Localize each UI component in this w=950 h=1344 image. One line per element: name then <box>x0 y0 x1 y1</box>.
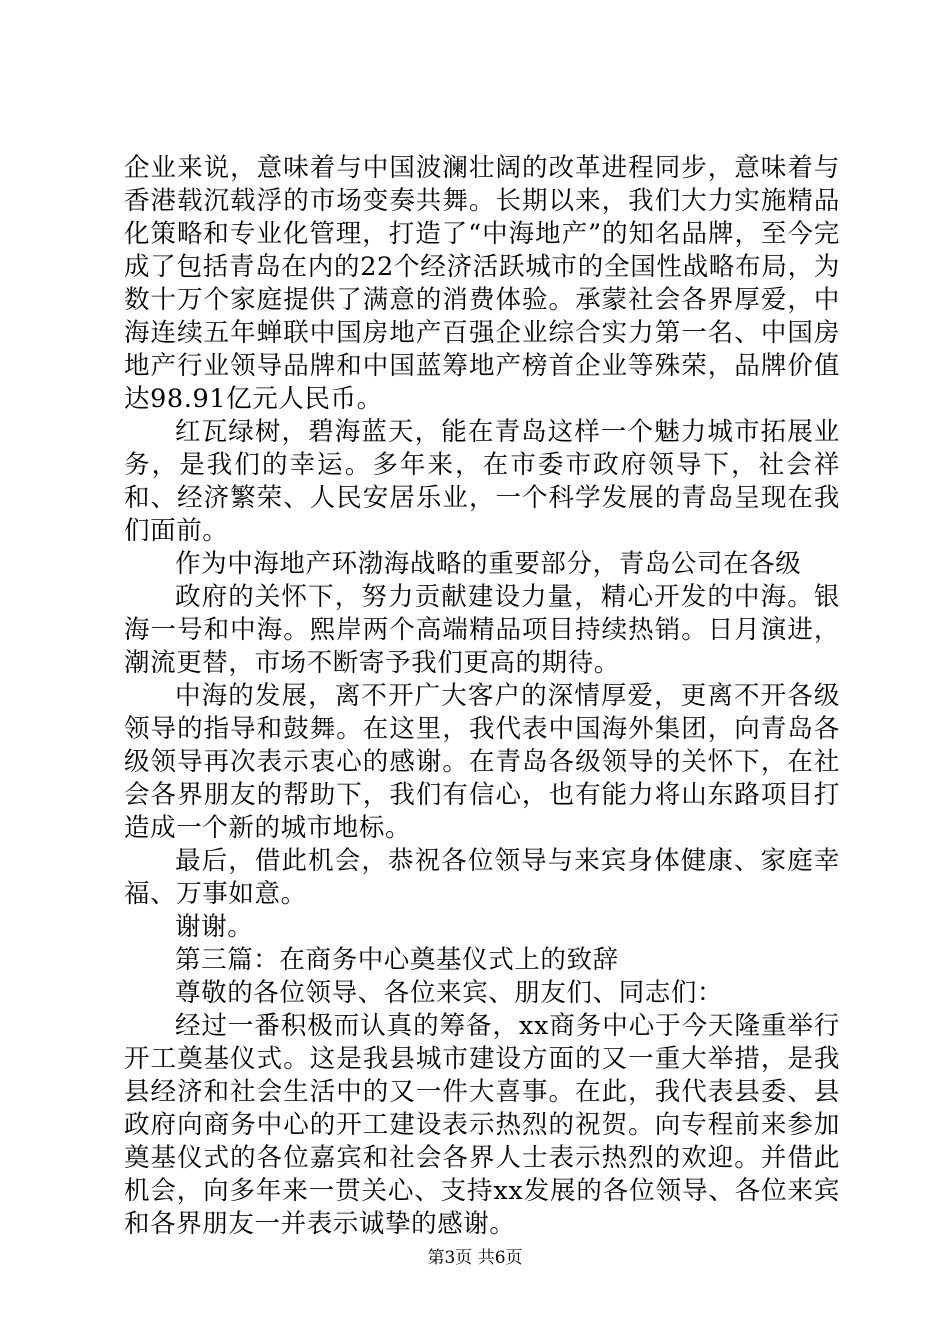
paragraph-1: 企业来说，意味着与中国波澜壮阔的改革进程同步，意味着与香港载沉载浮的市场变奏共舞。长期以来，我们大力实施精品化策略和专业化管理，打造了“中海地产”的知名品牌，至今完成了包括青岛在内的22个经济活跃城市的全国性战略布局，为数十万个家庭提供了满意的消费体验。承蒙社会各界厚爱，中海连续五年蝉联中国房地产百强企业综合实力第一名、中国房地产行业领导品牌和中国蓝筹地产榜首企业等殊荣，品牌价值达98.91亿元人民币。 <box>124 153 840 414</box>
paragraph-6: 最后，借此机会，恭祝各位领导与来宾身体健康、家庭幸福、万事如意。 <box>124 846 840 909</box>
document-body <box>124 152 840 1241</box>
section-heading: 第三篇：在商务中心奠基仪式上的致辞 <box>175 945 619 975</box>
paragraph-2: 红瓦绿树，碧海蓝天，能在青岛这样一个魅力城市拓展业务，是我们的幸运。多年来，在市委市政府领导下，社会祥和、经济繁荣、人民安居乐业，一个科学发展的青岛呈现在我们面前。 <box>124 417 840 546</box>
paragraph-10: 经过一番积极而认真的筹备，xx商务中心于今天隆重举行开工奠基仪式。这是我县城市建设方面的又一重大举措，是我县经济和社会生活中的又一件大喜事。在此，我代表县委、县政府向商务中心的开工建设表示热烈的祝贺。向专程前来参加奠基仪式的各位嘉宾和社会各界人士表示热烈的欢迎。并借此机会，向多年来一贯关心、支持xx发展的各位领导、各位来宾和各界朋友一并表示诚挚的感谢。 <box>124 1011 840 1239</box>
salutation: 尊敬的各位领导、各位来宾、朋友们、同志们： <box>175 978 724 1008</box>
paragraph-5: 中海的发展，离不开广大客户的深情厚爱，更离不开各级领导的指导和鼓舞。在这里，我代表中国海外集团，向青岛各级领导再次表示衷心的感谢。在青岛各级领导的关怀下，在社会各界朋友的帮助下，我们有信心，也有能力将山东路项目打造成一个新的城市地标。 <box>124 681 840 843</box>
paragraph-3: 作为中海地产环渤海战略的重要部分，青岛公司在各级 <box>175 549 802 579</box>
paragraph-7: 谢谢。 <box>175 912 254 942</box>
page-number-footer: 第3页 共6页 <box>427 1248 523 1268</box>
paragraph-4: 政府的关怀下，努力贡献建设力量，精心开发的中海。银海一号和中海。熙岸两个高端精品项目持续热销。日月演进，潮流更替，市场不断寄予我们更高的期待。 <box>124 582 840 678</box>
